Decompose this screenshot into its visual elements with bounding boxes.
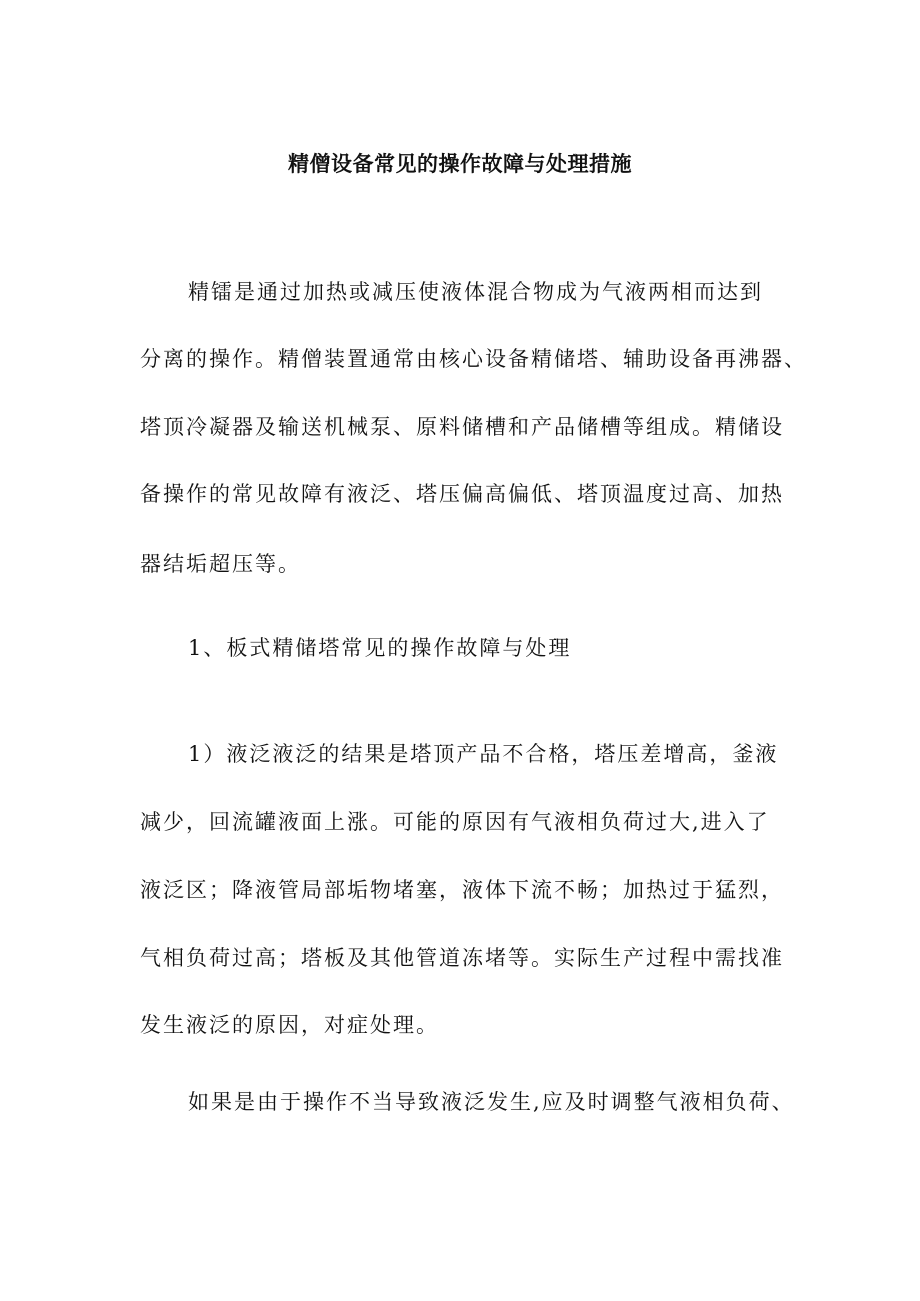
paragraph-1-line-3: 塔顶冷凝器及输送机械泵、原料储槽和产品储槽等组成。精储设: [140, 415, 784, 439]
paragraph-2-line-4: 气相负荷过高；塔板及其他管道冻堵等。实际生产过程中需找准: [140, 946, 784, 970]
paragraph-2-line-1: 1）液泛液泛的结果是塔顶产品不合格，塔压差增高，釜液: [188, 742, 779, 766]
document-title: 精僧设备常见的操作故障与处理措施: [288, 151, 632, 176]
paragraph-2-line-2: 减少，回流罐液面上涨。可能的原因有气液相负荷过大,进入了: [140, 810, 770, 834]
paragraph-1-line-5: 器结垢超压等。: [140, 552, 301, 576]
section-1-heading: 1、板式精储塔常见的操作故障与处理: [188, 636, 572, 660]
paragraph-2-line-5: 发生液泛的原因，对症处理。: [140, 1013, 439, 1037]
paragraph-2-line-3: 液泛区；降液管局部垢物堵塞，液体下流不畅；加热过于猛烈，: [140, 878, 784, 902]
paragraph-1-line-4: 备操作的常见故障有液泛、塔压偏高偏低、塔顶温度过高、加热: [140, 482, 784, 506]
paragraph-3-line-1: 如果是由于操作不当导致液泛发生,应及时调整气液相负荷、: [188, 1090, 795, 1114]
paragraph-1-line-1: 精镭是通过加热或减压使液体混合物成为气液两相而达到: [188, 280, 763, 304]
paragraph-1-line-2: 分离的操作。精僧装置通常由核心设备精储塔、辅助设备再沸器、: [140, 347, 807, 371]
